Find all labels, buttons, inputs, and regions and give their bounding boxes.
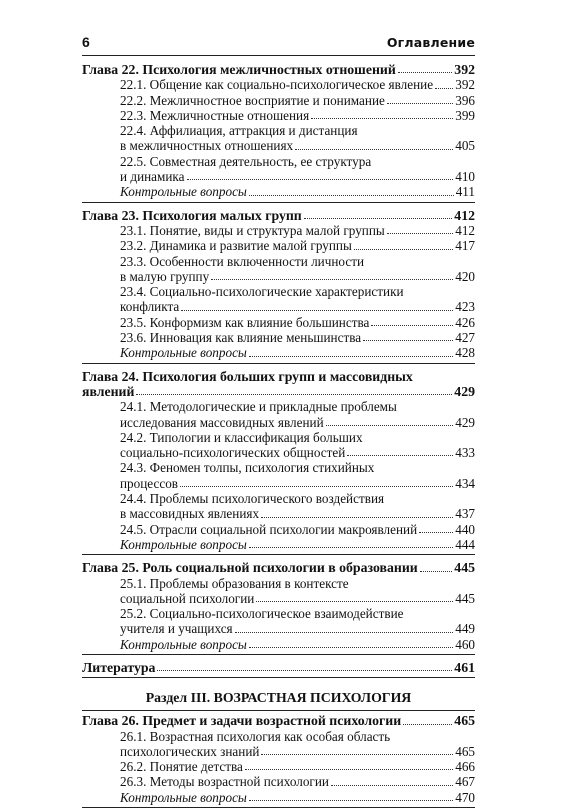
toc-entry-title: 25.2. Социально-психологическое взаимодействие (120, 606, 404, 622)
toc-entry-title: 22.2. Межличностное восприятие и понимание (120, 92, 385, 108)
toc-entry-title: Глава 25. Роль социальной психологии в образовании (82, 560, 418, 576)
toc-page-number: 420 (455, 268, 475, 284)
toc-page-number: 392 (454, 62, 475, 77)
toc-entry-title: 23.5. Конформизм как влияние большинства (120, 314, 370, 330)
dot-leader (363, 339, 453, 341)
toc-page-number: 399 (455, 107, 475, 123)
toc-section-entry[interactable] (82, 315, 475, 330)
toc-questions-entry[interactable] (82, 537, 475, 552)
toc-entry-title: и динамика (120, 169, 185, 185)
toc-chapter-entry[interactable] (82, 62, 475, 77)
toc-questions-entry[interactable] (82, 184, 475, 199)
toc-section-entry[interactable] (82, 506, 475, 521)
toc-section-entry[interactable] (82, 729, 475, 744)
dot-leader (180, 485, 453, 487)
toc-page-number: 396 (455, 92, 475, 108)
toc-page-number: 461 (454, 659, 475, 675)
toc-chapter (82, 658, 475, 678)
toc-section-entry[interactable] (82, 476, 475, 491)
toc-entry-title: социально-психологических общностей (120, 445, 346, 461)
toc-section-entry[interactable] (82, 774, 475, 789)
toc-page-number: 433 (455, 445, 475, 461)
toc-entry-title: учителя и учащихся (120, 621, 233, 637)
dot-leader (249, 355, 453, 357)
dot-leader (249, 799, 453, 801)
toc-entry-title: 22.1. Общение как социально-психологическое явление (120, 77, 434, 93)
toc-entry-title: 23.4. Социально-психологические характеристики (120, 284, 404, 300)
toc-section-entry[interactable] (82, 445, 475, 460)
toc-entry-title: процессов (120, 475, 179, 491)
dot-leader (347, 454, 453, 456)
toc-page-number: 445 (454, 560, 475, 576)
dot-leader (245, 768, 453, 770)
toc-chapter (82, 206, 475, 364)
toc-entry-title: Контрольные вопросы (120, 345, 247, 361)
dot-leader (249, 194, 454, 196)
toc-page-number: 412 (455, 222, 475, 238)
toc-section-entry[interactable] (82, 744, 475, 759)
dot-leader (326, 424, 454, 426)
running-title: Оглавление (386, 35, 475, 50)
dot-leader (295, 148, 453, 150)
toc-page-number: 417 (455, 238, 475, 254)
dot-leader (371, 324, 453, 326)
toc-chapter-entry[interactable] (82, 369, 475, 384)
toc-block-part-3 (82, 711, 475, 808)
dot-leader (249, 546, 453, 548)
toc-questions-entry[interactable] (82, 345, 475, 360)
dot-leader (398, 71, 453, 73)
toc-page-number: 466 (455, 759, 475, 775)
dot-leader (181, 309, 453, 311)
toc-section-entry[interactable] (82, 238, 475, 253)
toc-page-number: 428 (455, 345, 475, 361)
dot-leader (331, 784, 453, 786)
toc-section-entry[interactable] (82, 299, 475, 314)
toc-chapter (82, 60, 475, 203)
toc-section-entry[interactable] (82, 759, 475, 774)
toc-entry-title: исследования массовидных явлений (120, 414, 324, 430)
toc-entry-title: конфликта (120, 299, 180, 315)
dot-leader (256, 600, 453, 602)
toc-section-entry[interactable] (82, 591, 475, 606)
toc-section-entry[interactable] (82, 254, 475, 269)
toc-entry-title: 22.3. Межличностные отношения (120, 107, 310, 123)
toc-entry-title: 23.2. Динамика и развитие малой группы (120, 238, 352, 254)
toc-entry-title: Литература (82, 659, 156, 675)
toc-entry-title: Глава 22. Психология межличностных отношений (82, 62, 396, 77)
dot-leader (211, 278, 453, 280)
toc-entry-title: 24.5. Отрасли социальной психологии макроявлений (120, 521, 418, 537)
toc-entry-title: 22.5. Совместная деятельность, ее структура (120, 153, 372, 169)
dot-leader (387, 102, 453, 104)
toc-entry-title: 24.3. Феномен толпы, психология стихийных (120, 460, 375, 476)
toc-chapter-entry[interactable] (82, 660, 475, 675)
toc-section-entry[interactable] (82, 108, 475, 123)
toc-entry-title: 26.2. Понятие детства (120, 759, 243, 775)
toc-page-number: 410 (455, 169, 475, 185)
toc-entry-title: Контрольные вопросы (120, 636, 247, 652)
toc-entry-title: Контрольные вопросы (120, 789, 247, 805)
toc-page-number: 434 (455, 475, 475, 491)
dot-leader (136, 393, 452, 395)
toc-chapter-entry[interactable] (82, 208, 475, 223)
toc-page-number: 445 (455, 590, 475, 606)
toc-entry-title: 23.3. Особенности включенности личности (120, 253, 365, 269)
toc-entry-title: 24.4. Проблемы психологического воздействия (120, 491, 385, 507)
toc-chapter-entry[interactable] (82, 713, 475, 728)
toc-block-part-2 (82, 60, 475, 678)
dot-leader (249, 646, 453, 648)
toc-entry-title: 25.1. Проблемы образования в контексте (120, 575, 349, 591)
toc-entry-title: социальной психологии (120, 590, 255, 606)
toc-questions-entry[interactable] (82, 790, 475, 805)
toc-chapter-entry[interactable] (82, 560, 475, 575)
dot-leader (420, 570, 453, 572)
toc-section-entry[interactable] (82, 460, 475, 475)
toc-section-entry[interactable] (82, 269, 475, 284)
dot-leader (235, 631, 454, 633)
toc-entry-title: психологических знаний (120, 743, 260, 759)
toc-section-entry[interactable] (82, 93, 475, 108)
toc-page-number: 444 (455, 536, 475, 552)
toc-entry-title: 23.1. Понятие, виды и структура малой группы (120, 222, 385, 238)
toc-entry-title: в массовидных явлениях (120, 506, 260, 522)
toc-page-number: 392 (455, 77, 475, 93)
toc-entry-title: 26.3. Методы возрастной психологии (120, 774, 329, 790)
toc-page-number: 470 (455, 789, 475, 805)
section-heading: Раздел III. ВОЗРАСТНАЯ ПСИХОЛОГИЯ (82, 678, 475, 711)
toc-section-entry[interactable] (82, 606, 475, 621)
toc-page-number: 405 (455, 138, 475, 154)
toc-chapter (82, 367, 475, 556)
toc-page-number: 427 (455, 330, 475, 346)
toc-page-number: 449 (455, 621, 475, 637)
toc-page-number: 429 (455, 414, 475, 430)
dot-leader (261, 516, 453, 518)
toc-entry-title: 22.4. Аффилиация, аттракция и дистанция (120, 123, 358, 139)
toc-section-entry[interactable] (82, 330, 475, 345)
dot-leader (261, 753, 453, 755)
toc-entry-title: Контрольные вопросы (120, 536, 247, 552)
toc-page-number: 440 (455, 521, 475, 537)
toc-page-number: 465 (455, 743, 475, 759)
toc-entry-title: 23.6. Инновация как влияние меньшинства (120, 330, 362, 346)
dot-leader (187, 178, 454, 180)
toc-chapter (82, 558, 475, 655)
toc-chapter (82, 711, 475, 808)
dot-leader (304, 217, 453, 219)
page-number: 6 (82, 34, 90, 50)
toc-section-entry[interactable] (82, 576, 475, 591)
toc-entry-title: 24.2. Типологии и классификация больших (120, 429, 363, 445)
toc-section-entry[interactable] (82, 522, 475, 537)
toc-questions-entry[interactable] (82, 637, 475, 652)
toc-section-entry[interactable] (82, 399, 475, 414)
dot-leader (354, 248, 453, 250)
toc-entry-title: в межличностных отношениях (120, 138, 294, 154)
toc-page-number: 429 (454, 383, 475, 399)
dot-leader (157, 669, 452, 671)
dot-leader (419, 531, 453, 533)
toc-page-number: 411 (455, 184, 475, 200)
toc-page-number: 460 (455, 636, 475, 652)
toc-page-number: 467 (455, 774, 475, 790)
dot-leader (311, 117, 453, 119)
toc-entry-title: в малую группу (120, 268, 210, 284)
toc-page-number: 426 (455, 314, 475, 330)
toc-section-entry[interactable] (82, 621, 475, 636)
toc-entry-title: Глава 23. Психология малых групп (82, 207, 302, 223)
toc-entry-title: Глава 26. Предмет и задачи возрастной психологии (82, 713, 402, 729)
toc-page-number: 437 (455, 506, 475, 522)
toc-section-entry[interactable] (82, 169, 475, 184)
toc-section-entry[interactable] (82, 138, 475, 153)
toc-chapter-entry[interactable] (82, 384, 475, 399)
toc-section-entry[interactable] (82, 77, 475, 92)
toc-page-number: 412 (454, 207, 475, 223)
toc-entry-title: 24.1. Методологические и прикладные проблемы (120, 399, 397, 415)
toc-entry-title: явлений (82, 383, 135, 399)
running-header (82, 33, 475, 56)
toc-section-entry[interactable] (82, 223, 475, 238)
dot-leader (403, 723, 452, 725)
toc-section-entry[interactable] (82, 491, 475, 506)
toc-section-entry[interactable] (82, 415, 475, 430)
toc-page-number: 423 (455, 299, 475, 315)
toc-section-entry[interactable] (82, 154, 475, 169)
toc-section-entry[interactable] (82, 123, 475, 138)
toc-entry-title: 26.1. Возрастная психология как особая область (120, 728, 391, 744)
dot-leader (387, 232, 453, 234)
toc-entry-title: Глава 24. Психология больших групп и массовидных (82, 368, 413, 384)
toc-section-entry[interactable] (82, 284, 475, 299)
dot-leader (435, 87, 453, 89)
table-of-contents (82, 60, 475, 808)
toc-entry-title: Контрольные вопросы (120, 184, 247, 200)
toc-section-entry[interactable] (82, 430, 475, 445)
toc-page-number: 465 (454, 713, 475, 729)
